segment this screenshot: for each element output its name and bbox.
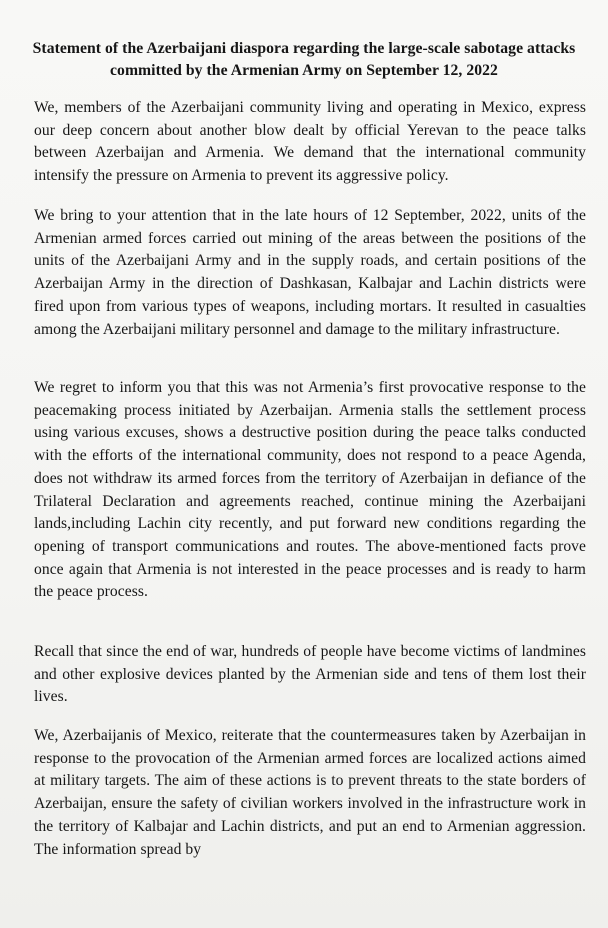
paragraph-4: Recall that since the end of war, hundreds of people have become victims of landmines and other explosive devices planted by the Armenian side and tens of them lost their lives. (34, 643, 586, 706)
statement-title: Statement of the Azerbaijani diaspora regarding the large-scale sabotage attacks committed by the Armenian Army on September 12, 2022 (32, 40, 576, 79)
paragraph-1: We, members of the Azerbaijani community living and operating in Mexico, express our deep concern about another blow dealt by official Yerevan to the peace talks between Azerbaijan and Armenia. We demand that the international community intensify the pressure on Armenia to prevent its aggressive policy. (34, 99, 586, 185)
paragraph-2: We bring to your attention that in the late hours of 12 September, 2022, units of the Armenian armed forces carried out mining of the areas between the positions of the units of the Azerbaijani Army and in the supply roads, and certain positions of the Azerbaijan Army in the direction of Dashkasan, Kalbajar and Lachin districts were fired upon from various types of weapons, including mortars. It resulted in casualties among the Azerbaijani military personnel and damage to the military infrastructure. (34, 207, 586, 338)
paragraph-5: We, Azerbaijanis of Mexico, reiterate that the countermeasures taken by Azerbaijan in response to the provocation of the Armenian armed forces are localized actions aimed at military targets. The aim of these actions is to prevent threats to the state borders of Azerbaijan, ensure the safety of civilian workers involved in the infrastructure work in the territory of Kalbajar and Lachin districts, and put an end to Armenian aggression. The information spread by (34, 727, 586, 858)
paragraph-3: We regret to inform you that this was not Armenia’s first provocative response to the peacemaking process initiated by Azerbaijan. Armenia stalls the settlement process using various excuses, shows a destructive position during the peace talks conducted with the efforts of the international community, does not respond to a peace Agenda, does not withdraw its armed forces from the territory of Azerbaijan in defiance of the Trilateral Declaration and agreements reached, continue mining the Azerbaijani lands,including Lachin city recently, and put forward new conditions regarding the opening of transport communications and routes. The above-mentioned facts prove once again that Armenia is not interested in the peace processes and is ready to harm the peace process. (34, 379, 586, 601)
